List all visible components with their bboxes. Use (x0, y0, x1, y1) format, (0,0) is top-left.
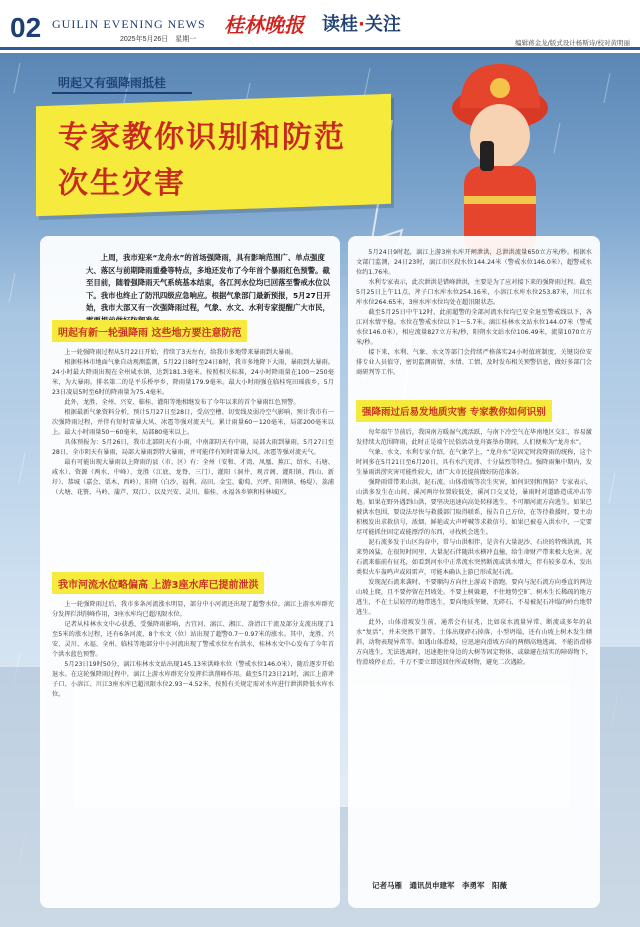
section-name: 读桂 (322, 14, 358, 35)
issue-date: 2025年5月26日 星期一 (120, 36, 197, 43)
radio (480, 141, 494, 171)
body-paragraph: 上一轮强降雨过程从5月22日开始，持续了3天左右，给我市多地带来暴雨到大暴雨。 (64, 349, 297, 356)
firefighter-illustration (400, 56, 600, 256)
body-paragraph: 水利专家表示，此次泄洪是错峰泄洪，主要是为了应对接下来的强降雨过程。截至5月25日上午11点，斧子口水库水位254.16米，小溶江水库水位253.87米，川江水库水位264.65米，3座水库水位均处在超汛限状态。 (356, 279, 592, 306)
body-paragraph: 接下来，水利、气象、水文等部门会持续严格落实24小时值班制度，关键岗位安排专业人员值守，密切监测雨情、水情、工情，及时发布相关预警信息，做好多部门会商研判等工作。 (356, 349, 592, 376)
page-number: 02 (10, 12, 42, 43)
body-paragraph: 记者从桂林水文中心获悉，受强降雨影响，古宜河、漓江、湘江、洛清江干流及部分支流出现了1至5米的涨水过程，还有6条河流、8个水文（位）站出现了超警0.7～0.97米的涨水。其中，龙胜、兴安、灵川、永福、全州、临桂等地部分中小河流出现了警戒水位左右洪水，桂林水文中心发布了今年首个洪水蓝色预警。 (52, 621, 334, 658)
body-paragraph: 气象、水文、水利专家介绍，在气象学上，“龙舟水”是固定时段降雨的统称，这个时间多在5月21日至6月20日，具有水汽充沛、十分猛烈等特点。强降雨集中期内，发生暴雨洪涝灾害可能性较大，请广大市民提前做好防范准备。 (356, 449, 592, 476)
section-dot: · (358, 14, 365, 35)
body-paragraph: 5月23日19时50分，漓江桂林水文站出现145.13米洪峰水位（警戒水位146.0米），随后逐步开始退水。在这轮强降雨过程中，漓江上游水库群充分发挥拦洪削峰作用。截至5月23日21时，漓江上游斧子口、小溶江、川江3座水库已超汛限水位2.93～4.52米，按照有关规定需对水库进行泄洪降低水库水位。 (52, 661, 334, 698)
page-header (0, 0, 640, 50)
lead-paragraph: 上周，我市迎来“龙舟水”的首场强降雨，具有影响范围广、单点强度大、落区与前期降雨重叠等特点，多地还发布了今年首个暴雨红色预警。截至目前，随着强降雨天气系统基本结束，各江河水位均已回落至警戒水位以下。我市也终止了防汛四级应急响应。根据气象部门最新预报，5月27日开始，我市大部又有一次强降雨过程，气象、水文、水利专家提醒广大市民， (86, 253, 331, 312)
disaster-body (356, 428, 592, 876)
face (470, 104, 530, 168)
body-paragraph: 根据最新气象资料分析，预计5月27日至28日，受高空槽、切变线及弱冷空气影响，预计我市有一次强降雨过程，并伴有短时雷暴大风、冰雹等强对流天气。累计雨量60～120毫米，局部200毫米以上。最大小时雨量50～60毫米，局部80毫米以上。 (52, 409, 334, 436)
body-paragraph: 5月24日9时起，漓江上游3座水库开闸泄洪，总泄洪流量650立方米/秒。根据水文部门监测，24日23时，漓江市区段水位144.24米（警戒水位146.0米），超警戒水位约1.76米。 (356, 249, 592, 276)
kicker-underline (52, 92, 192, 94)
body-paragraph: 强降雨常带来山洪、泥石流、山体滑坡等次生灾害，如何识别和预防？专家表示，山洪多发生在山间、溪河两岸位置较低处，溪河口交叉处，暴雨时对道路造成冲击等地。如果在野外遇到山洪，要坚决迅速向高处转移逃生，不可顺河流方向逃生。如果已被洪水包围，要设法尽快与救援部门取得联系，报告自己方位，在等待救援时，要主动积极发出求救信号，浓烟、鲜艳或大声呼喊等求救信号。如果已被卷入洪水中，一定要尽可能抓住固定或能漂浮的东西，寻找机会逃生。 (356, 479, 592, 536)
section-title (322, 10, 401, 36)
helmet-badge (490, 78, 510, 98)
main-title-line2: 次生灾害 (58, 166, 186, 201)
body-paragraph: 截至5月25日中午12时，此前超警的全部河流水位均已安全退至警戒线以下，各江河水情平稳。水位在警戒水位以下1～5.7米。漓江桂林水文站水位144.07米（警戒水位146.0米），相应流量827立方米/秒，阳朔水文站水位106.49米，流量1070立方米/秒。 (356, 309, 592, 346)
reservoir-body (52, 600, 334, 900)
body-paragraph: 最有可能出现大暴雨以上降雨的县（市、区）有：全州（安和、才湾、凤凰、蕉江、绍水、石塘、咸水）、资源（两水、中峰）、龙胜（江底、龙脊、三门）、灌阳（洞井、观音阁、灌阳镇、西山、新圩）、恭城（嘉会、栗木、西岭）、阳朔（白沙、福利、高田、金宝、葡萄、兴坪、阳朔镇、杨堤）、荔浦（大塘、花篑、马岭、蒲芦、双江）、以及兴安、灵川、临桂、永福各乡镇和桂林城区。 (52, 459, 334, 496)
flood-release-body (356, 248, 592, 393)
body-paragraph: 每年端午节前后，我国南方暖湿气流活跃，与南下冷空气在华南地区交汇，容易激发持续大范围降雨，此时正是端午民俗活动龙舟赛举办期间，人们便称为“龙舟水”。 (356, 429, 592, 446)
body-paragraph: 根据桂林市地面气象自动观测监测，5月22日8时至24日8时，我市多地降下大雨，暴雨到大暴雨。24小时最大降雨出现在全州咸水镇，达到181.3毫米。按照相关标准，24小时降雨量在100～250毫米，为大暴雨。排名第二的是平乐桥亭乡，降雨量179.9毫米。最大小时雨强在临桂宛田瑶族乡，5月23日凌晨5时至6时的降雨量为75.4毫米。 (52, 359, 334, 396)
jacket-stripe (464, 196, 536, 204)
body-paragraph: 泥石流多发于山区沟谷中，常与山洪相伴，是含有大量泥沙、石块的特殊洪流，其来势凶猛，在很短时间里，大量泥石伴随洪水横冲直撞，给生命财产带来极大危害。泥石流来临前有征兆，如看到河水中正常流水突然断流或洪水增大，伴有较多草木，发出类似火车轰鸣声或闷雷声，可能本确认上游已形成泥石流。 (356, 539, 592, 576)
editor-credits: 编辑蒋金龙/版式设计杨斯诗/校对黄明丽 (515, 39, 630, 47)
body-paragraph: 此外，山体滑坡发生前，通常会有征兆，比如泉水流量异常、断流或多年的泉水“复活”，并未突然干涸等。土体出现碎石掉落，小型坍塌，还有山坡上树木发生倾斜，动物表现异常等。如遇山体滑坡，应迅速向滑坡方向的两侧高地逃离，不能沿滑移方向逃生，无法逃离时，迅速抱住身边的大树等固定物体，或躲避在结实的障碍物下，待滑坡停止后，千万不要立即返回住所或财物，避免二次遇险。 (356, 619, 592, 666)
body-paragraph: 发现泥石流来袭时，不要顺沟方向往上游或下游跑，要向与泥石流方向垂直的两边山坡上爬，且不要停留在凹坡处。不要上树躲避，不往地势空旷、树木生长稀疏的地方逃生，不在土层较厚的地带逃生，要向地质坚硬、无碎石、不易被泥石冲塌的岭台地带逃生。 (356, 579, 592, 616)
forecast-body (52, 348, 334, 566)
main-title-line1: 专家教你识别和防范 (58, 120, 346, 155)
subhead-forecast: 明起有新一轮强降雨 这些地方要注意防范 (52, 320, 247, 342)
body-paragraph: 上一轮强降雨过后，我市多条河流涨水明显，部分中小河流还出现了超警水位。漓江上游水库群充分发挥拦洪削峰作用，3座水库均已超汛限水位。 (52, 601, 334, 618)
byline: 记者马雁 通讯员申建军 李勇军 阳薇 (372, 881, 507, 890)
subhead-disaster: 强降雨过后易发地质灾害 专家教你如何识别 (356, 400, 552, 422)
brand-logo: 桂林晚报 (224, 13, 304, 37)
body-paragraph: 具体预报为：5月26日，我市北部阴天有小雨，中南部阴天有中雨，局部大雨到暴雨，5月27日至28日，全市阴天有暴雨，局部大暴雨到特大暴雨，并可能伴有短时雷暴大风、冰雹等强对流天气。 (52, 439, 334, 456)
kicker-headline: 明起又有强降雨抵桂 (58, 76, 167, 90)
section-subname: 关注 (364, 14, 401, 35)
body-paragraph: 此外，龙胜、全州、兴安、临桂、灌阳等地相继发布了今年以来的首个暴雨红色预警。 (64, 399, 300, 406)
subhead-reservoir: 我市河流水位略偏高 上游3座水库已提前泄洪 (52, 572, 264, 594)
paper-name: GUILIN EVENING NEWS (52, 17, 206, 31)
